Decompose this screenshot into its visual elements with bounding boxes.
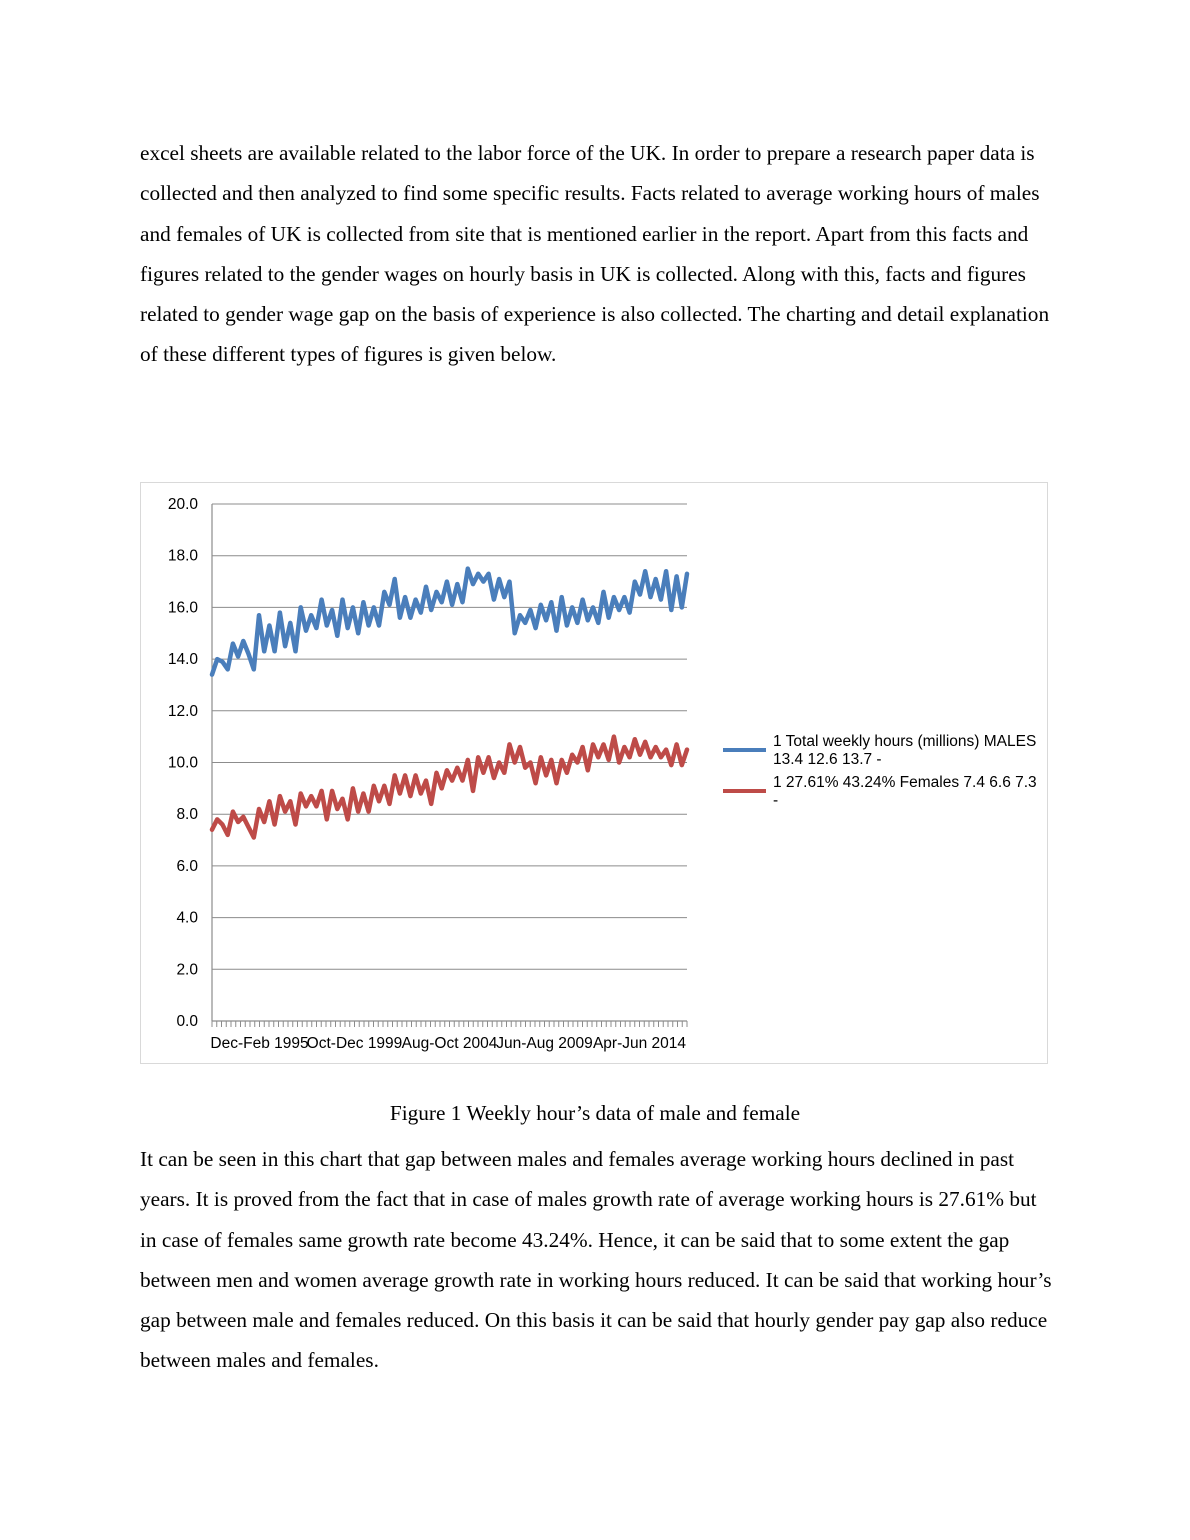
legend-swatch-females xyxy=(723,789,766,793)
x-tick-label: Dec-Feb 1995 xyxy=(210,1035,309,1052)
legend-item-females xyxy=(723,774,1043,810)
x-tick-label: Apr-Jun 2014 xyxy=(592,1035,687,1052)
chart-legend xyxy=(723,733,1043,815)
y-tick-label: 18.0 xyxy=(167,547,198,565)
legend-label-males: 1 Total weekly hours (millions) MALES 13.4 12.6 13.7 - xyxy=(773,733,1037,768)
y-tick-label: 4.0 xyxy=(176,909,198,927)
y-tick-label: 20.0 xyxy=(167,496,198,513)
legend-swatch-males xyxy=(723,748,766,752)
legend-label-females: 1 27.61% 43.24% Females 7.4 6.6 7.3 - xyxy=(773,774,1037,809)
y-tick-label: 2.0 xyxy=(176,961,198,979)
series-line-females xyxy=(212,737,687,838)
y-tick-label: 12.0 xyxy=(167,702,198,720)
x-tick-label: Oct-Dec 1999 xyxy=(306,1035,403,1052)
y-tick-label: 6.0 xyxy=(176,857,198,875)
y-tick-label: 8.0 xyxy=(176,806,198,824)
y-tick-label: 16.0 xyxy=(167,599,198,617)
weekly-hours-chart xyxy=(140,482,1048,1064)
legend-item-males xyxy=(723,733,1043,769)
y-tick-label: 0.0 xyxy=(176,1013,198,1030)
y-tick-label: 10.0 xyxy=(167,754,198,772)
x-tick-label: Jun-Aug 2009 xyxy=(496,1035,593,1052)
y-tick-label: 14.0 xyxy=(167,651,198,669)
analysis-paragraph: It can be seen in this chart that gap between males and females average working hours declined in past years. It is proved from the fact that in case of males growth rate of average working hours is 27.61% but in case of females same growth rate become 43.24%. Hence, it can be said that to some extent the gap between men and women average growth rate in working hours reduced. It can be said that working hour’s gap between male and females reduced. On this basis it can be said that hourly gender pay gap also reduce between males and females. xyxy=(140,1147,1052,1373)
figure-caption: Figure 1 Weekly hour’s data of male and female xyxy=(389,1101,801,1125)
intro-paragraph: excel sheets are available related to the labor force of the UK. In order to prepare a research paper data is collected and then analyzed to find some specific results. Facts related to average working hours of males and females of UK is collected from site that is mentioned earlier in the report. Apart from this facts and figures related to the gender wages on hourly basis in UK is collected. Along with this, facts and figures related to gender wage gap on the basis of experience is also collected. The charting and detail explanation of these different types of figures is given below. xyxy=(140,141,1050,367)
x-tick-label: Aug-Oct 2004 xyxy=(401,1035,498,1052)
